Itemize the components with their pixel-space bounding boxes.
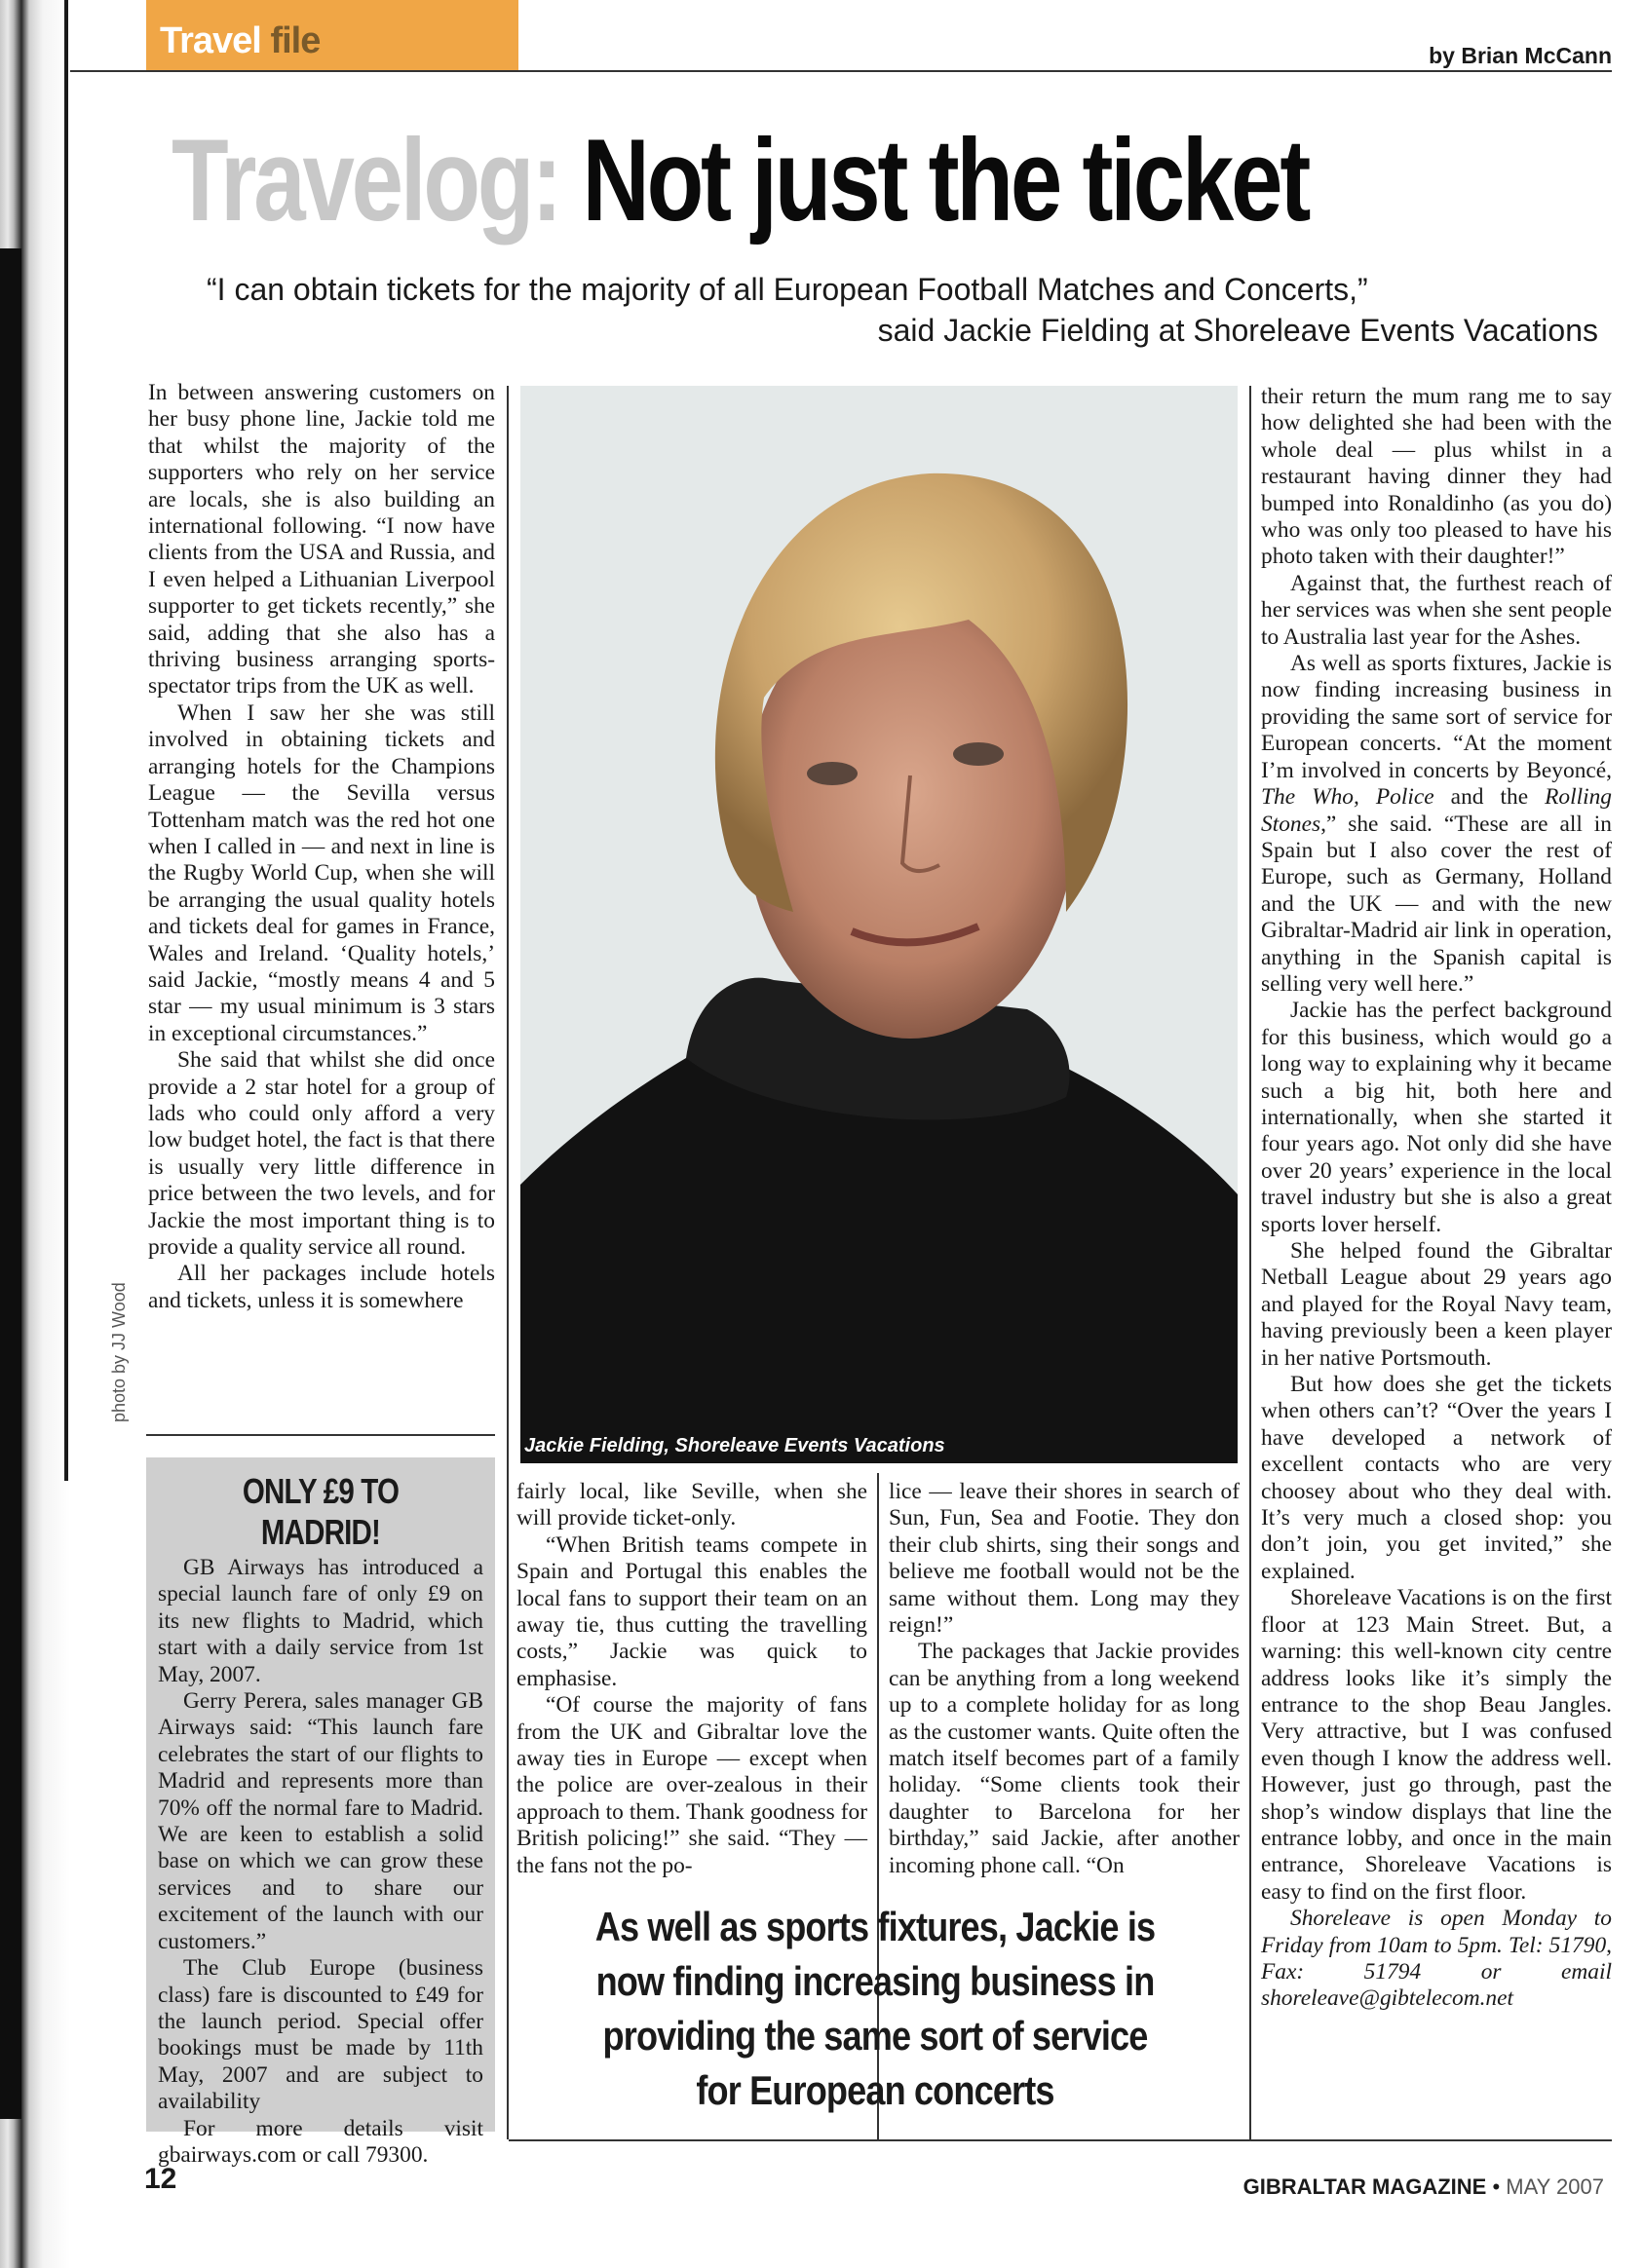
- headline-main: Not just the ticket: [582, 115, 1309, 246]
- sidebar-paragraph: Gerry Perera, sales manager GB Airways said: “This launch fare celebrates the start of our flights to Madrid and represents more than 70% off the normal fare to Madrid. We are keen to establish a solid base on which we can grow these services and to share our excitement of the launch with our customers.”: [158, 1688, 483, 1954]
- portrait-illustration: [520, 386, 1238, 1463]
- article-column-3: [889, 1479, 1240, 1879]
- deck-line1: “I can obtain tickets for the majority of all European Football Matches and Concerts,”: [207, 272, 1368, 307]
- column-divider-left: [507, 386, 509, 2139]
- text-run: and the: [1433, 784, 1546, 811]
- photo-caption: Jackie Fielding, Shoreleave Events Vacations: [524, 1435, 945, 1456]
- section-tab: [146, 0, 518, 70]
- article-column-2: [516, 1479, 867, 1879]
- spine-shadow: [0, 248, 21, 2119]
- paragraph: “When British teams compete in Spain and Portugal this enables the local fans to support their team on an away tie, thus cutting the travelling costs,” Jackie was quick to emphasise.: [516, 1531, 867, 1691]
- paragraph: She said that whilst she did once provide a 2 star hotel for a group of lads who could only afford a very low budget hotel, the fact is that there is usually very little difference in price between the two levels, and for Jackie the most important thing is to provide a quality service all round.: [148, 1047, 495, 1260]
- article-column-1: [148, 380, 495, 1314]
- article-column-4: [1261, 384, 1612, 2013]
- bottom-rule: [509, 2139, 1612, 2141]
- paragraph: But how does she get the tickets when others can’t? “Over the years I have developed a network of excellent contacts who are very choosey about who they deal with. It’s very much a closed shop: you don’t join, you get invited,” she explained.: [1261, 1372, 1612, 1584]
- portrait-photo: [520, 386, 1238, 1463]
- paragraph: Shoreleave Vacations is on the first floor at 123 Main Street. But, a warning: this well-known city centre address looks like it’s simply the entrance to the shop Beau Jangles. Very attractive, but I was confused even though I know the address well. However, just go through, past the shop’s window displays that line the entrance lobby, and once in the main entrance, Shoreleave Vacations is easy to find on the first floor.: [1261, 1585, 1612, 1905]
- text-run: ,” she said. “These are all in Spain but I also cover the rest of Europe, such as Germany, Holland and the UK — and with the new Gibraltar-Madrid air link in operation, anything in the Spanish capital is selling very well here.”: [1261, 811, 1612, 997]
- sidebar-box: [146, 1457, 495, 2168]
- text-run-italic: The Who, Police: [1261, 784, 1434, 811]
- paragraph: fairly local, like Seville, when she will provide ticket-only.: [516, 1479, 867, 1531]
- sidebar-paragraph: GB Airways has introduced a special launch fare of only £9 on its new flights to Madrid, which start with a daily service from 1st May, 2007.: [158, 1555, 483, 1687]
- photo-credit: photo by JJ Wood: [109, 1282, 129, 1422]
- paragraph: Jackie has the perfect background for this business, which would go a long way to explaining why it became such a big hit, both here and internationally, when she started it four years ago. Not only did she have over 20 years’ experience in the local travel industry but she is also a great sports lover herself.: [1261, 998, 1612, 1237]
- text-run-italic: Rolling Stones: [1261, 784, 1612, 837]
- section-tab-word1: Travel: [160, 20, 261, 61]
- issue-date: MAY 2007: [1506, 2174, 1604, 2199]
- pull-quote: As well as sports fixtures, Jackie is now finding increasing business in providing the same sort of service for European concerts: [594, 1904, 1156, 2113]
- column-divider-right: [1249, 386, 1251, 2139]
- sidebar-paragraph: For more details visit gbairways.com or call 79300.: [158, 2115, 483, 2168]
- paragraph: When I saw her she was still involved in obtaining tickets and arranging hotels for the Champions League — the Sevilla versus Tottenham match was the red hot one when I called in — and next in line is the Rugby World Cup, when she will be arranging the usual quality hotels and tickets deal for games in France, Wales and Ireland. ‘Quality hotels,’ said Jackie, “mostly means 4 and 5 star — my usual minimum is 3 stars in exceptional circumstances.”: [148, 699, 495, 1046]
- sidebar-title: ONLY £9 TO MADRID!: [242, 1471, 400, 1552]
- footer-separator: •: [1492, 2174, 1501, 2199]
- paragraph: their return the mum rang me to say how delighted she had been with the whole deal — plus whilst in a restaurant having dinner they had bumped into Ronaldinho (as you do) who was only too pleased to have his photo taken with their daughter!”: [1261, 384, 1612, 570]
- paragraph: Against that, the furthest reach of her services was when she sent people to Australia last year for the Ashes.: [1261, 570, 1612, 650]
- headline-prefix: Travelog:: [172, 115, 559, 246]
- paragraph: The packages that Jackie provides can be anything from a long weekend up to a complete holiday for as long as the customer wants. Quite often the match itself becomes part of a family holiday. “Some clients took their daughter to Barcelona for her birthday,” said Jackie, after another incoming phone call. “On: [889, 1639, 1240, 1878]
- deck-line2: said Jackie Fielding at Shoreleave Events Vacations: [877, 313, 1598, 348]
- magazine-name: GIBRALTAR MAGAZINE: [1242, 2174, 1487, 2199]
- paragraph: “Of course the majority of fans from the UK and Gibraltar love the away ties in Europe — except when the police are over-zealous in their approach to them. Thank goodness for British policing!” she said. “They — the fans not the po-: [516, 1692, 867, 1878]
- headline: [172, 107, 1309, 253]
- spine-rule: [64, 0, 68, 1481]
- sidebar-paragraph: The Club Europe (business class) fare is discounted to £49 for the launch period. Special offer bookings must be made by 11th May, 2007 and are subject to availability: [158, 1955, 483, 2115]
- paragraph: In between answering customers on her busy phone line, Jackie told me that whilst the majority of the supporters who rely on her service are locals, she is also building an international following. “I now have clients from the USA and Russia, and I even helped a Lithuanian Liverpool supporter to get tickets recently,” she said, adding that she also has a thriving business arranging sports-spectator trips from the UK as well.: [148, 380, 495, 699]
- paragraph: lice — leave their shores in search of Sun, Fun, Sea and Footie. They don their club shirts, sing their songs and believe me football would not be the same without them. Long may they reign!”: [889, 1479, 1240, 1639]
- paragraph: All her packages include hotels and tickets, unless it is somewhere: [148, 1261, 495, 1313]
- deck: [156, 269, 1598, 351]
- header-rule: [70, 70, 1612, 72]
- paragraph: She helped found the Gibraltar Netball League about 29 years ago and played for the Royal Navy team, having previously been a keen player in her native Portsmouth.: [1261, 1238, 1612, 1371]
- column-rule: [146, 1434, 495, 1436]
- magazine-footer: [1243, 2174, 1604, 2200]
- byline: by Brian McCann: [1429, 43, 1612, 68]
- contact-info: Shoreleave is open Monday to Friday from 10am to 5pm. Tel: 51790, Fax: 51794 or email shoreleave@gibtelecom.net: [1261, 1906, 1612, 2012]
- paragraph: [1261, 651, 1612, 998]
- section-tab-word2: file: [270, 20, 321, 61]
- text-run: As well as sports fixtures, Jackie is now finding increasing business in providing the same sort of service for European concerts. “At the moment I’m involved in concerts by Beyoncé,: [1261, 651, 1612, 783]
- page-number: 12: [144, 2163, 177, 2195]
